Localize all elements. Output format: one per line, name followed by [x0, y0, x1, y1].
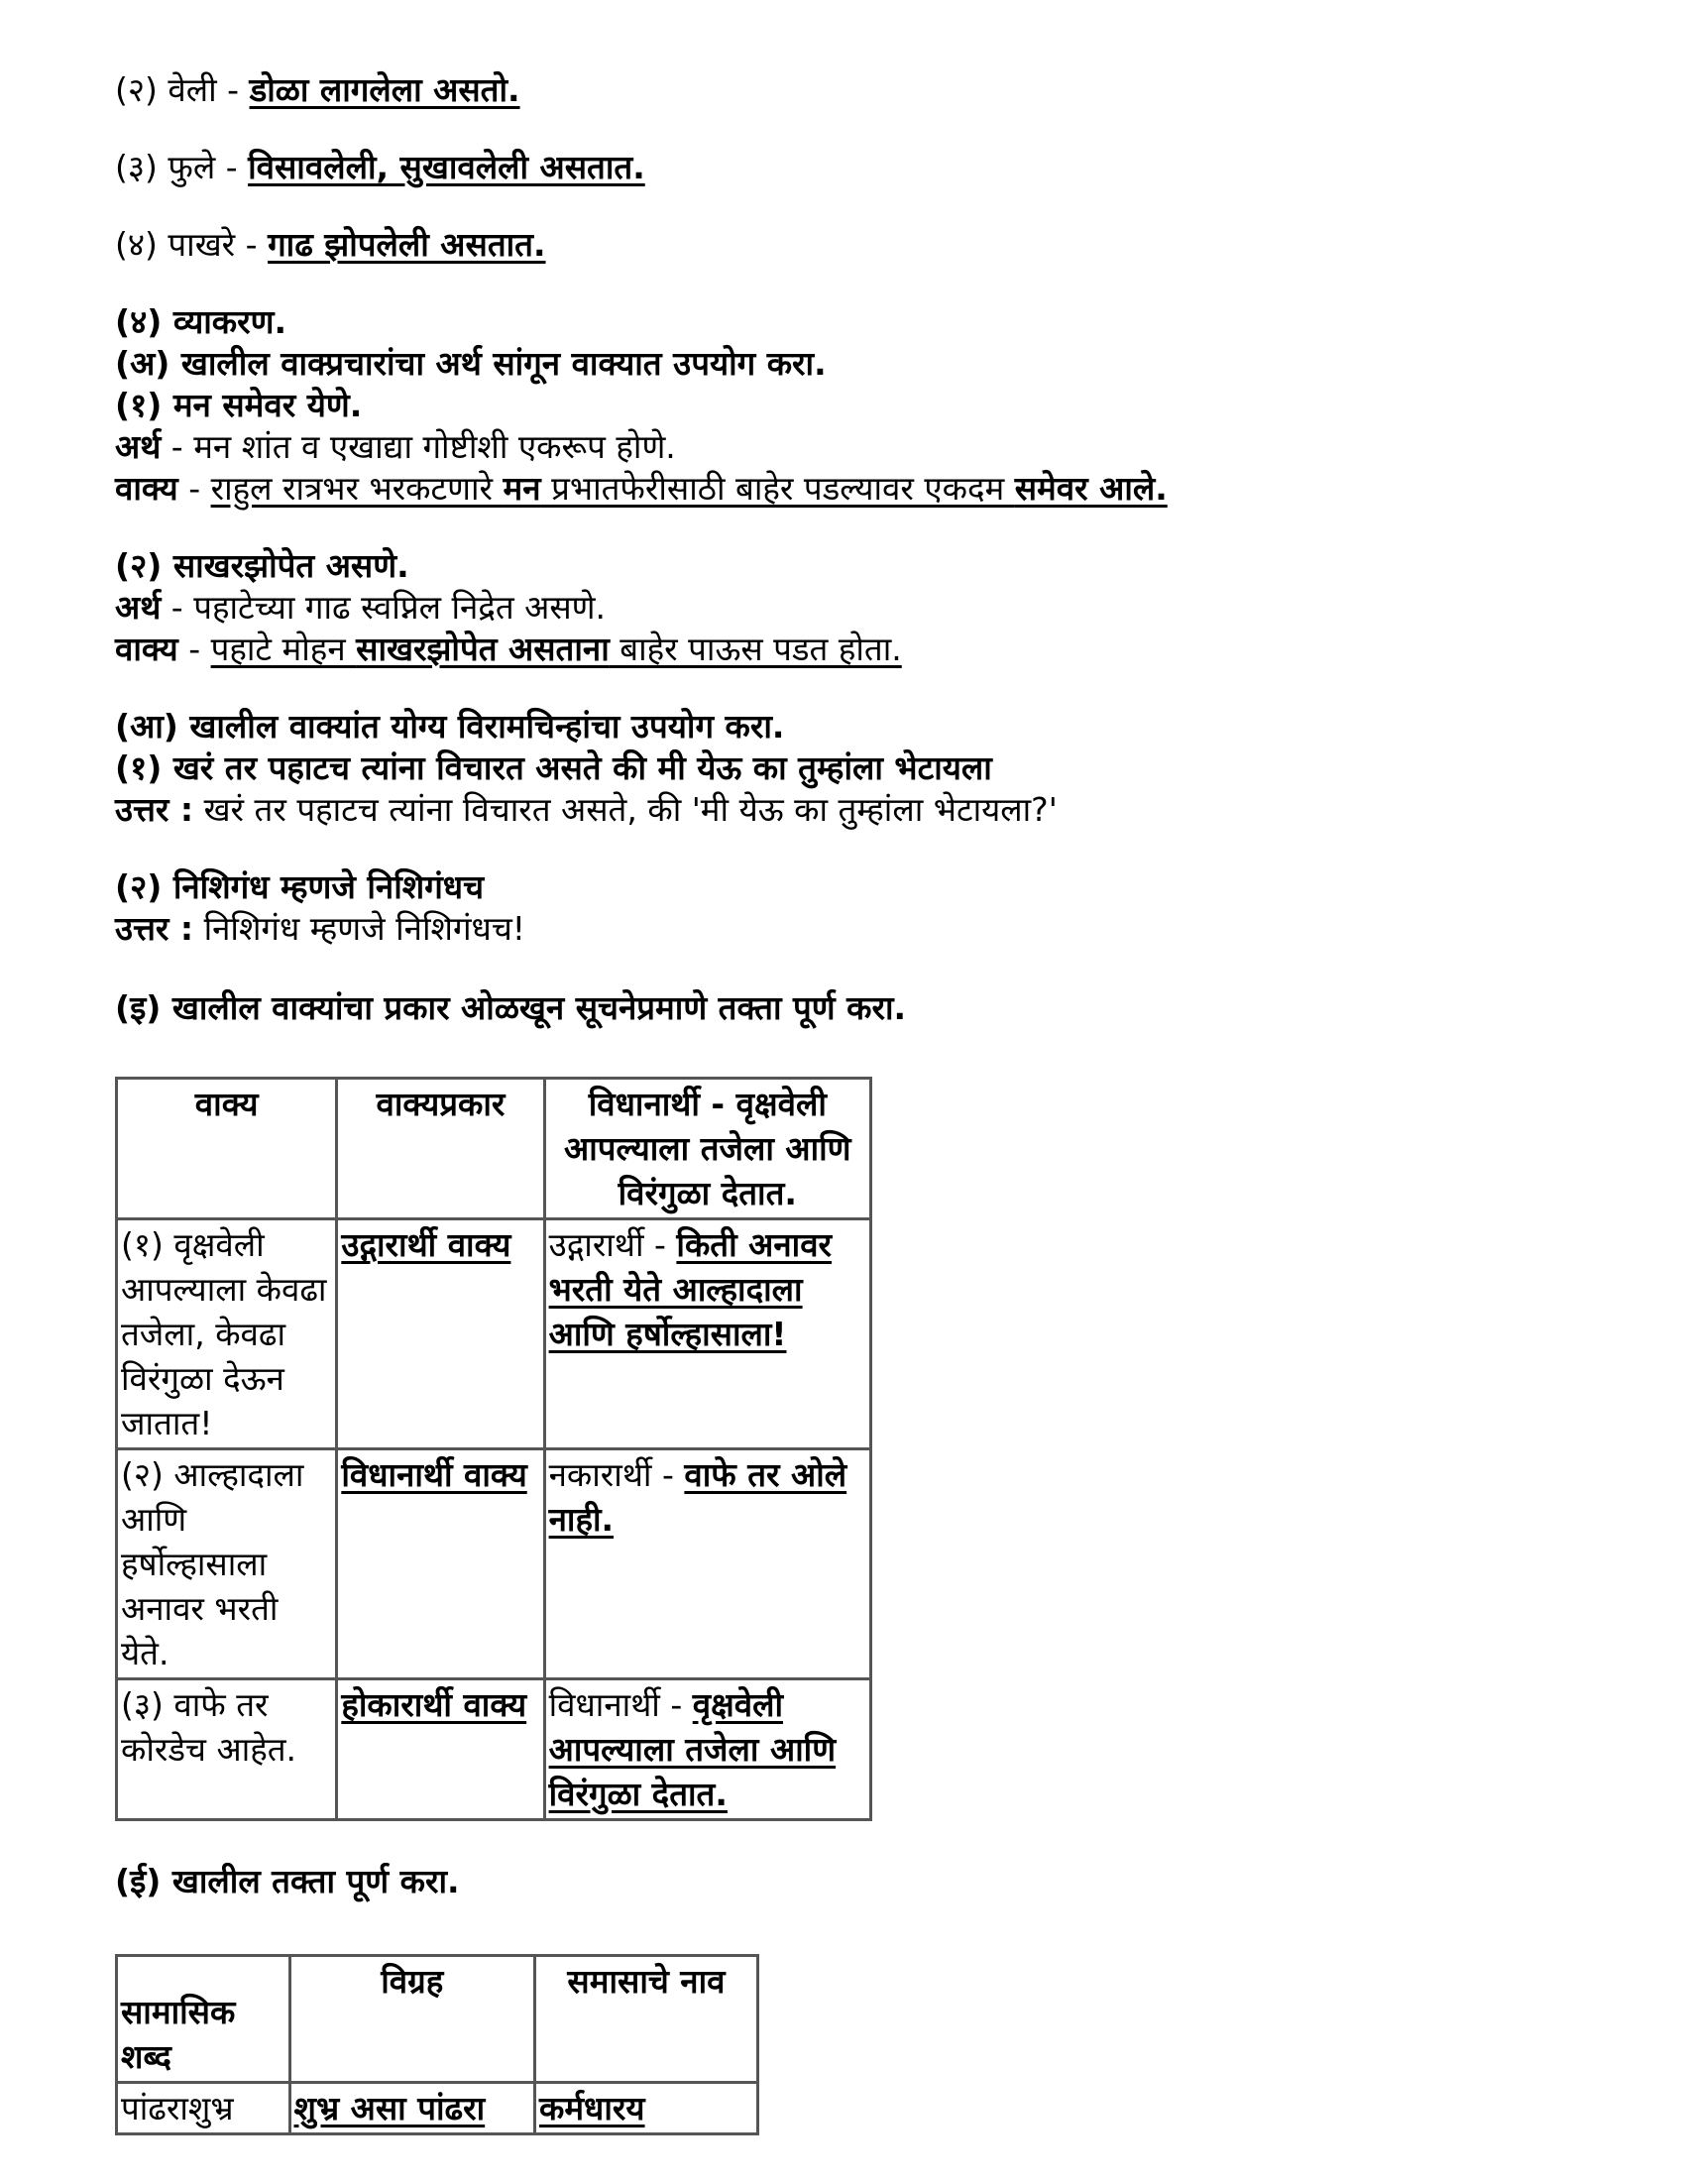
sentence-label: वाक्य: [115, 469, 178, 508]
phrase-sentence: [115, 468, 1582, 510]
table-header-cell: विग्रह: [289, 1956, 534, 2083]
phrase-sentence: [115, 629, 1582, 670]
conversion-cell: [544, 1219, 870, 1449]
phrase-title: (१) मन समेवर येणे.: [115, 386, 363, 424]
compound-word-cell: पांढराशुभ्र: [117, 2083, 290, 2134]
table-row: [117, 1449, 871, 1679]
conversion-label: उद्गारार्थी -: [548, 1225, 677, 1264]
list-item: [115, 147, 1582, 188]
item-answer: विसावलेली, सुखावलेली असतात.: [248, 148, 645, 186]
table-header-cell: वाक्यप्रकार: [337, 1079, 544, 1219]
meaning-text: - मन शांत व एखाद्या गोष्टीशी एकरूप होणे.: [161, 427, 676, 466]
sentence-label: वाक्य: [115, 630, 178, 668]
punctuation-question: (२) निशिगंध म्हणजे निशिगंधच: [115, 867, 485, 906]
punctuation-answer: [115, 908, 1582, 950]
section-heading: (४) व्याकरण.: [115, 302, 287, 341]
table-header-row: [117, 1079, 871, 1219]
phrase-title: (२) साखरझोपेत असणे.: [115, 546, 409, 585]
meaning-label: अर्थ: [115, 427, 162, 466]
table-row: [117, 1219, 871, 1449]
item-number: (३) फुले -: [115, 148, 249, 186]
list-item: [115, 224, 1582, 266]
sentence-keyword: साखरझोपेत असताना: [356, 630, 610, 668]
samas-name-cell: कर्मधारय: [534, 2083, 757, 2134]
answer-label: उत्तर :: [115, 790, 194, 829]
item-number: (४) पाखरे -: [115, 225, 269, 264]
subsection-heading: (इ) खालील वाक्यांचा प्रकार ओळखून सूचनेप्रमाणे तक्ता पूर्ण करा.: [115, 988, 907, 1027]
conversion-text: किती अनावर भरती येते आल्हादाला आणि हर्षोल्हासाला!: [548, 1225, 833, 1353]
type-cell: विधानार्थी वाक्य: [337, 1449, 544, 1679]
table-header-cell: समासाचे नाव: [534, 1956, 757, 2083]
conversion-text: वृक्षवेली आपल्याला तजेला आणि विरंगुळा देतात.: [548, 1685, 837, 1813]
meaning-label: अर्थ: [115, 588, 162, 627]
meaning-text: - पहाटेच्या गाढ स्वप्निल निद्रेत असणे.: [161, 588, 607, 627]
item-number: (२) वेली -: [115, 70, 250, 109]
phrase-meaning: [115, 587, 1582, 629]
sentence-keyword: मन: [503, 469, 541, 508]
conversion-label: विधानार्थी -: [548, 1685, 693, 1724]
type-cell: उद्गारार्थी वाक्य: [337, 1219, 544, 1449]
punctuation-question: (१) खरं तर पहाटच त्यांना विचारत असते की मी येऊ का तुम्हांला भेटायला: [115, 748, 992, 787]
list-item: [115, 69, 1582, 111]
sentence-part: राहुल रात्रभर भरकटणारे: [210, 469, 504, 508]
sentence-cell: (२) आल्हादाला आणि हर्षोल्हासाला अनावर भरती येते.: [117, 1449, 337, 1679]
document-page: [115, 69, 1582, 2135]
table-header-cell: विधानार्थी - वृक्षवेली आपल्याला तजेला आणि विरंगुळा देतात.: [544, 1079, 870, 1219]
answer-text: निशिगंध म्हणजे निशिगंधच!: [193, 909, 526, 948]
sentence-part: पहाटे मोहन: [210, 630, 357, 668]
type-cell: होकारार्थी वाक्य: [337, 1679, 544, 1820]
sentence-cell: (१) वृक्षवेली आपल्याला केवढा तजेला, केवढा विरंगुळा देऊन जातात!: [117, 1219, 337, 1449]
subsection-heading: (अ) खालील वाक्प्रचारांचा अर्थ सांगून वाक्यात उपयोग करा.: [115, 344, 827, 383]
conversion-cell: [544, 1449, 870, 1679]
table-header-cell: वाक्य: [117, 1079, 337, 1219]
vigraha-cell: शुभ्र असा पांढरा: [289, 2083, 534, 2134]
sentence-part: प्रभातफेरीसाठी बाहेर पडल्यावर एकदम: [540, 469, 1015, 508]
table-row: [117, 2083, 758, 2134]
sentence-keyword: समेवर आले.: [1014, 469, 1168, 508]
conversion-label: नकारार्थी -: [548, 1455, 685, 1494]
subsection-heading: (आ) खालील वाक्यांत योग्य विरामचिन्हांचा उपयोग करा.: [115, 707, 785, 746]
sentence-part: बाहेर पाऊस पडत होता.: [609, 630, 902, 668]
sentence-type-table: [115, 1077, 872, 1821]
sentence-cell: (३) वाफे तर कोरडेच आहेत.: [117, 1679, 337, 1820]
sentence-separator: -: [177, 469, 211, 508]
compound-word-table: [115, 1954, 759, 2135]
item-answer: गाढ झोपलेली असतात.: [268, 225, 546, 264]
answer-label: उत्तर :: [115, 909, 194, 948]
punctuation-answer: [115, 789, 1582, 831]
phrase-meaning: [115, 426, 1582, 468]
subsection-heading: (ई) खालील तक्ता पूर्ण करा.: [115, 1862, 460, 1900]
table-row: [117, 1679, 871, 1820]
conversion-cell: [544, 1679, 870, 1820]
table-header-cell: सामासिक शब्द: [117, 1956, 290, 2083]
sentence-separator: -: [177, 630, 211, 668]
table-header-row: [117, 1956, 758, 2083]
item-answer: डोळा लागलेला असतो.: [249, 70, 520, 109]
conversion-text: वाफे तर ओले नाही.: [548, 1455, 847, 1539]
answer-text: खरं तर पहाटच त्यांना विचारत असते, की 'मी येऊ का तुम्हांला भेटायला?': [193, 790, 1058, 829]
